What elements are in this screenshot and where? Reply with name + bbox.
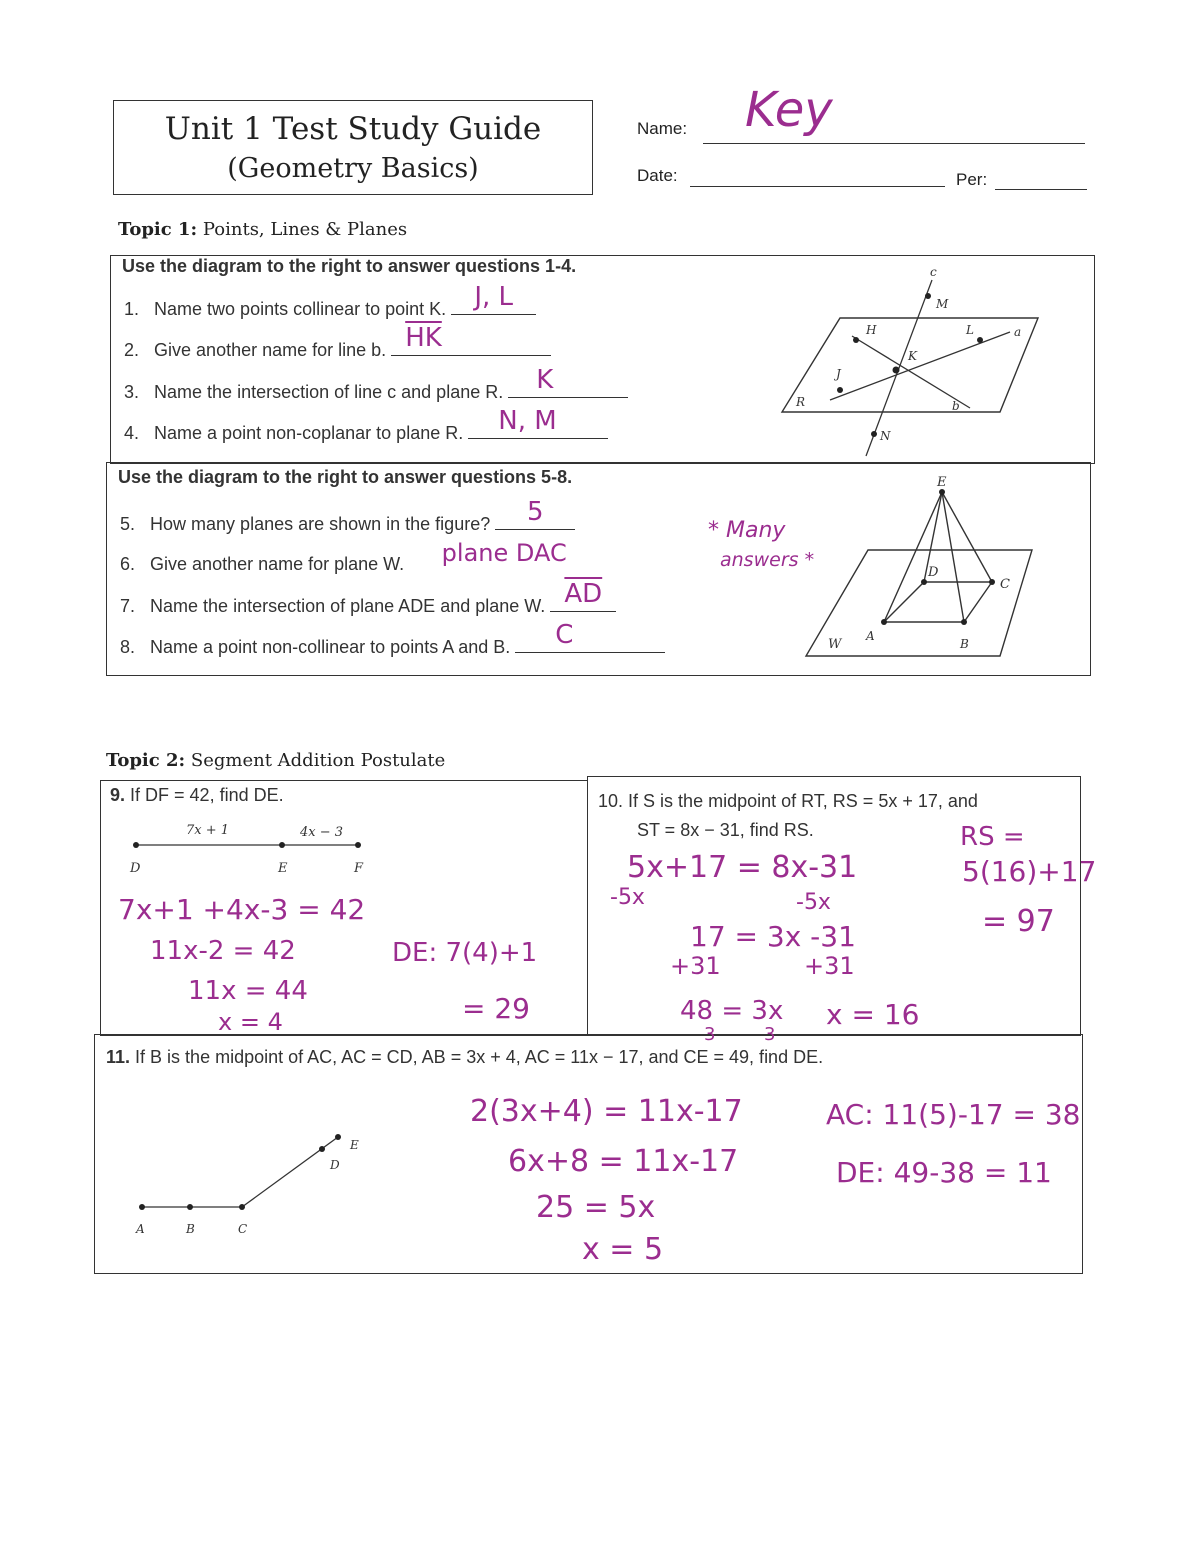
question-10-line2: ST = 8x − 31, find RS. (637, 820, 814, 840)
question-3: 3. Name the intersection of line c and plane R. K (124, 379, 628, 403)
q11-segment-diagram (128, 1115, 368, 1245)
answer-5-blank[interactable] (495, 497, 575, 530)
q9-work-3: 11x = 44 (188, 976, 308, 1006)
instructions-b: Use the diagram to the right to answer questions 5-8. (118, 467, 573, 487)
answer-4: N, M (498, 406, 557, 436)
q11-work-1: 2(3x+4) = 11x-17 (470, 1094, 743, 1129)
answer-6-blank[interactable] (409, 539, 599, 570)
per-label: Per: (956, 170, 988, 189)
label-h: H (866, 323, 877, 337)
q10-work-9: 3 (764, 1024, 776, 1045)
label-c2: C (1000, 577, 1010, 592)
label-e: E (937, 475, 947, 490)
question-11: 11. If B is the midpoint of AC, AC = CD, AB = 3x + 4, AC = 11x − 17, and CE = 49, find DE. (106, 1047, 824, 1067)
q10-work-4: 17 = 3x -31 (690, 920, 856, 953)
label-b2: B (960, 637, 969, 651)
label-w: W (828, 637, 842, 652)
pt-a: A (136, 1222, 145, 1236)
title-box (113, 100, 593, 195)
pt-e: E (278, 861, 288, 876)
question-7: 7. Name the intersection of plane ADE and plane W. $\overline{AD}$ (120, 593, 616, 617)
line-b (852, 336, 970, 408)
q10-work-3: -5x (796, 890, 831, 915)
answer-2-blank[interactable] (391, 323, 551, 356)
pt-c: C (238, 1222, 248, 1236)
label-n: N (880, 429, 891, 443)
topic1-heading: Topic 1: Points, Lines & Planes (118, 219, 408, 240)
answer-5: 5 (526, 497, 544, 527)
label-b: b (952, 399, 960, 413)
q10-work-11: RS = (960, 822, 1025, 852)
question-9: 9. If DF = 42, find DE. (110, 785, 284, 805)
pt-e2: E (350, 1138, 359, 1152)
answer-7-blank[interactable] (550, 579, 616, 612)
plane-r-shape (782, 318, 1038, 412)
page-title: Unit 1 Test Study Guide (164, 111, 542, 147)
pt-f: F (354, 861, 364, 876)
answer-1-blank[interactable] (451, 282, 536, 315)
answer-4-blank[interactable] (468, 406, 608, 439)
q10-work-7: 48 = 3x (680, 996, 784, 1026)
date-label: Date: (637, 166, 678, 185)
pyramid-base (884, 582, 992, 622)
label-c: c (930, 265, 937, 279)
answer-3: K (536, 365, 554, 395)
q9-work-2: 11x-2 = 42 (150, 936, 296, 966)
q10-work-1: 5x+17 = 8x-31 (627, 850, 858, 885)
question-5: 5. How many planes are shown in the figure? 5 (120, 511, 575, 535)
answer-2: $\overline{HK}$ (405, 323, 442, 353)
question-1: 1. Name two points collinear to point K. J, L (124, 296, 536, 320)
instructions-a: Use the diagram to the right to answer questions 1-4. (122, 256, 577, 276)
seg-label-ef: 4x − 3 (300, 825, 344, 840)
label-r: R (796, 395, 806, 409)
q9-work-5: DE: 7(4)+1 (392, 938, 538, 968)
question-10: 10. If S is the midpoint of RT, RS = 5x + 17, and (598, 791, 978, 811)
pt-d: D (130, 861, 141, 876)
label-a: a (1014, 325, 1022, 339)
label-l: L (966, 323, 974, 337)
name-value: Key (745, 82, 833, 138)
q11-work-6: DE: 49-38 = 11 (836, 1156, 1052, 1189)
question-6: 6. Give another name for plane W. plane DAC (120, 551, 599, 575)
q10-work-6: +31 (804, 952, 855, 980)
answer-7: $\overline{AD}$ (564, 579, 603, 609)
q9-work-4: x = 4 (218, 1008, 283, 1036)
label-m: M (936, 297, 949, 311)
diagram-plane-r (770, 260, 1070, 460)
page-subtitle: (Geometry Basics) (227, 153, 479, 184)
note-many-answers-1: * Many (708, 518, 786, 543)
seg-label-de: 7x + 1 (186, 823, 230, 838)
q9-work-6: = 29 (462, 992, 530, 1025)
note-many-answers-2: answers * (720, 549, 815, 571)
q11-work-2: 6x+8 = 11x-17 (508, 1144, 739, 1179)
q11-work-5: AC: 11(5)-17 = 38 (826, 1098, 1081, 1131)
label-a2: A (866, 629, 875, 643)
line-c (866, 280, 932, 456)
name-label: Name: (637, 119, 688, 138)
question-8: 8. Name a point non-collinear to points A and B. C (120, 634, 665, 658)
q9-work-1: 7x+1 +4x-3 = 42 (118, 893, 366, 926)
q10-work-10: x = 16 (826, 998, 920, 1031)
label-d: D (928, 565, 939, 580)
label-k: K (908, 349, 917, 363)
diagram-plane-w (800, 470, 1040, 665)
q10-work-2: -5x (610, 885, 645, 910)
q10-work-5: +31 (670, 952, 721, 980)
answer-3-blank[interactable] (508, 365, 628, 398)
name-line[interactable] (703, 143, 1085, 144)
q10-work-8: 3 (704, 1024, 716, 1045)
q11-work-4: x = 5 (582, 1232, 664, 1267)
per-line[interactable] (995, 189, 1087, 190)
pt-d2: D (330, 1158, 340, 1172)
question-2: 2. Give another name for line b. $\overline{HK}$ (124, 337, 551, 361)
answer-8-blank[interactable] (515, 620, 665, 653)
q9-segment-diagram (120, 818, 380, 878)
answer-1: J, L (474, 282, 514, 312)
answer-8: C (555, 620, 574, 650)
pt-b: B (186, 1222, 195, 1236)
topic2-heading: Topic 2: Segment Addition Postulate (106, 750, 446, 771)
answer-6: plane DAC (441, 539, 567, 567)
q10-work-13: = 97 (982, 904, 1055, 939)
question-4: 4. Name a point non-coplanar to plane R. N, M (124, 420, 608, 444)
q10-work-12: 5(16)+17 (962, 855, 1097, 888)
label-j: J (836, 367, 841, 381)
date-line[interactable] (690, 186, 945, 187)
q11-work-3: 25 = 5x (536, 1190, 656, 1225)
